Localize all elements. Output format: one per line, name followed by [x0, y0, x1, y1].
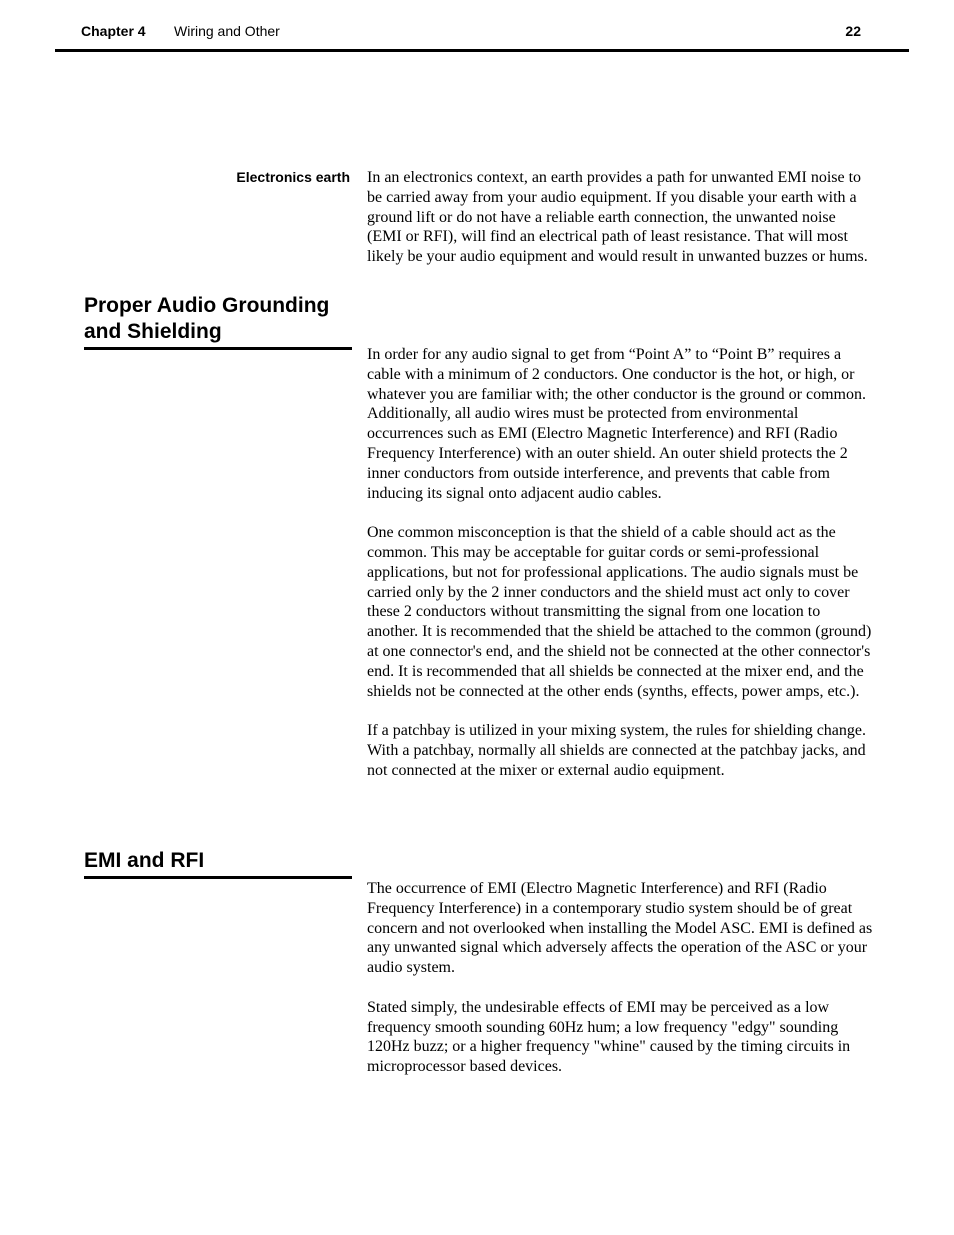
chapter-number: Chapter 4	[81, 23, 146, 39]
side-label-electronics-earth: Electronics earth	[236, 169, 350, 185]
section-heading-grounding: Proper Audio Grounding and Shielding	[84, 293, 352, 350]
paragraph: In an electronics context, an earth provides a path for unwanted EMI noise to be carried away from your audio equipment. If you disable your earth with a ground lift or do not have a reliable earth connection, the unwanted noise (EMI or RFI), will find an electrical path of least resistance. That will most likely be your audio equipment and would result in unwanted buzzes or hums.	[367, 169, 868, 266]
chapter-title: Wiring and Other	[174, 23, 280, 39]
paragraph: The occurrence of EMI (Electro Magnetic Interference) and RFI (Radio Frequency Interference) in a contemporary studio system should be of great concern and not overlooked when installing the Model ASC. EMI is defined as any unwanted signal which adversely affects the operation of the ASC or your audio system.	[367, 880, 873, 977]
paragraph: Stated simply, the undesirable effects of EMI may be perceived as a low frequency smooth sounding 60Hz hum; a low frequency "edgy" sounding 120Hz buzz; or a higher frequency "whine" caused by the timing circuits in microprocessor based devices.	[367, 998, 851, 1076]
page-number: 22	[845, 23, 861, 39]
paragraph: If a patchbay is utilized in your mixing system, the rules for shielding change. With a patchbay, normally all shields are connected at the patchbay jacks, and not connected at the mixer or external audio equipment.	[367, 722, 866, 779]
page-header	[55, 0, 909, 52]
electronics-earth-text	[367, 168, 873, 287]
paragraph: In order for any audio signal to get from “Point A” to “Point B” requires a cable with a minimum of 2 conductors. One conductor is the hot, or high, or whatever you are familiar with; the other conductor is the ground or common. Additionally, all audio wires must be protected from environmental occurrences such as EMI (Electro Magnetic Interference) and RFI (Radio Frequency Interference) with an outer shield. An outer shield protects the 2 inner conductors from outside interference, and prevents that cable from inducing its signal onto adjacent audio cables.	[367, 346, 866, 502]
emi-text	[367, 879, 873, 1097]
section-heading-emi: EMI and RFI	[84, 848, 352, 879]
grounding-text	[367, 345, 873, 800]
paragraph: One common misconception is that the shield of a cable should act as the common. This may be acceptable for guitar cords or semi-professional applications, but not for professional applications. The audio signals must be carried only by the 2 inner conductors and the shield must act only to cover these 2 conductors without transmitting the signal from one location to another. It is recommended that the shield be attached to the common (ground) at one connector's end, and the shield not be connected at the other connector's end. It is recommended that all shields be connected at the mixer end, and the shields not be connected at the other ends (synths, effects, power amps, etc.).	[367, 524, 872, 700]
